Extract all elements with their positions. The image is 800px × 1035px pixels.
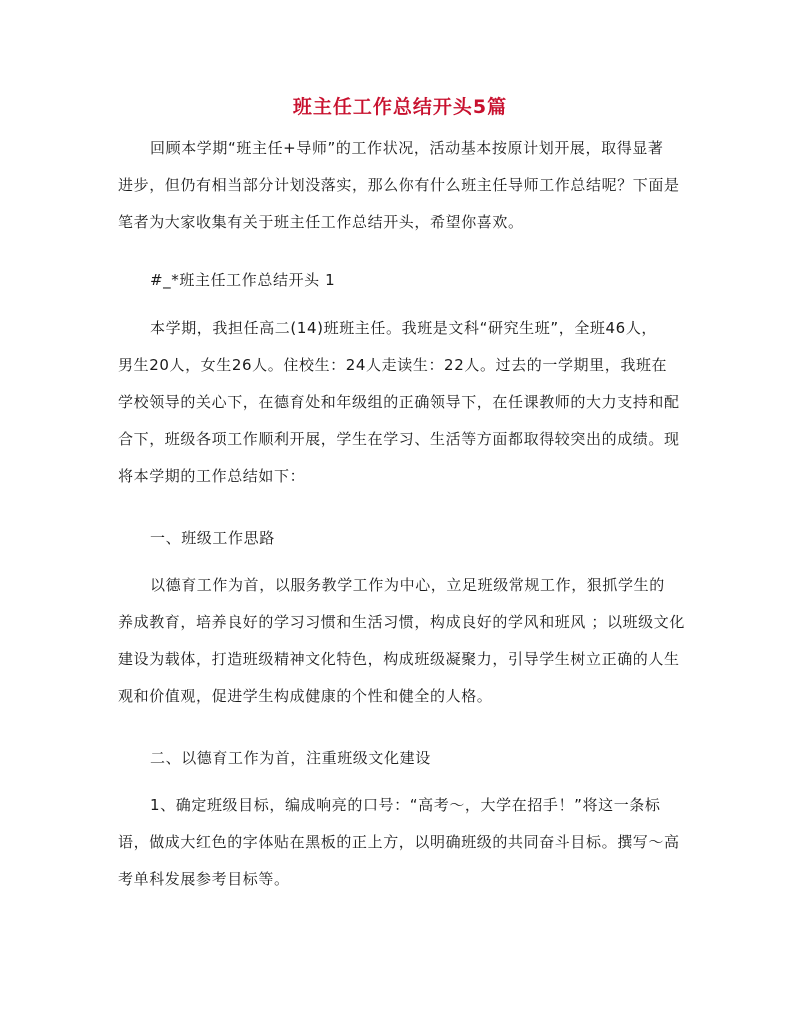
text-line: 建设为载体，打造班级精神文化特色，构成班级凝聚力，引导学生树立正确的人生 bbox=[118, 650, 680, 668]
text-line: 考单科发展参考目标等。 bbox=[118, 870, 290, 888]
body-paragraph bbox=[118, 567, 685, 715]
section-heading bbox=[118, 262, 682, 299]
text-line: 一、班级工作思路 bbox=[150, 529, 275, 547]
text-line: #_*班主任工作总结开头 1 bbox=[150, 271, 336, 289]
subheading-two bbox=[118, 740, 682, 777]
text-line: 二、以德育工作为首，注重班级文化建设 bbox=[150, 749, 431, 767]
text-line: 回顾本学期“班主任+导师”的工作状况，活动基本按原计划开展，取得显著 bbox=[150, 139, 664, 157]
body-paragraph bbox=[118, 310, 682, 495]
text-line: 以德育工作为首，以服务教学工作为中心，立足班级常规工作，狠抓学生的 bbox=[150, 576, 665, 594]
body-paragraph bbox=[118, 787, 682, 898]
text-line: 男生20人，女生26人。住校生：24人走读生：22人。过去的一学期里，我班在 bbox=[118, 356, 668, 374]
text-line: 观和价值观，促进学生构成健康的个性和健全的人格。 bbox=[118, 687, 493, 705]
document-title: 班主任工作总结开头5篇 bbox=[292, 96, 508, 118]
text-line: 笔者为大家收集有关于班主任工作总结开头，希望你喜欢。 bbox=[118, 213, 524, 231]
text-line: 语，做成大红色的字体贴在黑板的正上方，以明确班级的共同奋斗目标。撰写～高 bbox=[118, 833, 680, 851]
text-line: 合下，班级各项工作顺利开展，学生在学习、生活等方面都取得较突出的成绩。现 bbox=[118, 430, 680, 448]
text-line: 养成教育，培养良好的学习习惯和生活习惯，构成良好的学风和班风 ；以班级文化 bbox=[118, 613, 685, 631]
text-line: 学校领导的关心下，在德育处和年级组的正确领导下，在任课教师的大力支持和配 bbox=[118, 393, 680, 411]
subheading-one bbox=[118, 520, 682, 557]
text-line: 将本学期的工作总结如下： bbox=[118, 467, 306, 485]
intro-paragraph bbox=[118, 130, 682, 241]
text-line: 本学期，我担任高二(14)班班主任。我班是文科“研究生班”，全班46人， bbox=[150, 319, 658, 337]
text-line: 进步，但仍有相当部分计划没落实，那么你有什么班主任导师工作总结呢？下面是 bbox=[118, 176, 680, 194]
text-line: 1、确定班级目标，编成响亮的口号：“高考～，大学在招手！”将这一条标 bbox=[150, 796, 661, 814]
